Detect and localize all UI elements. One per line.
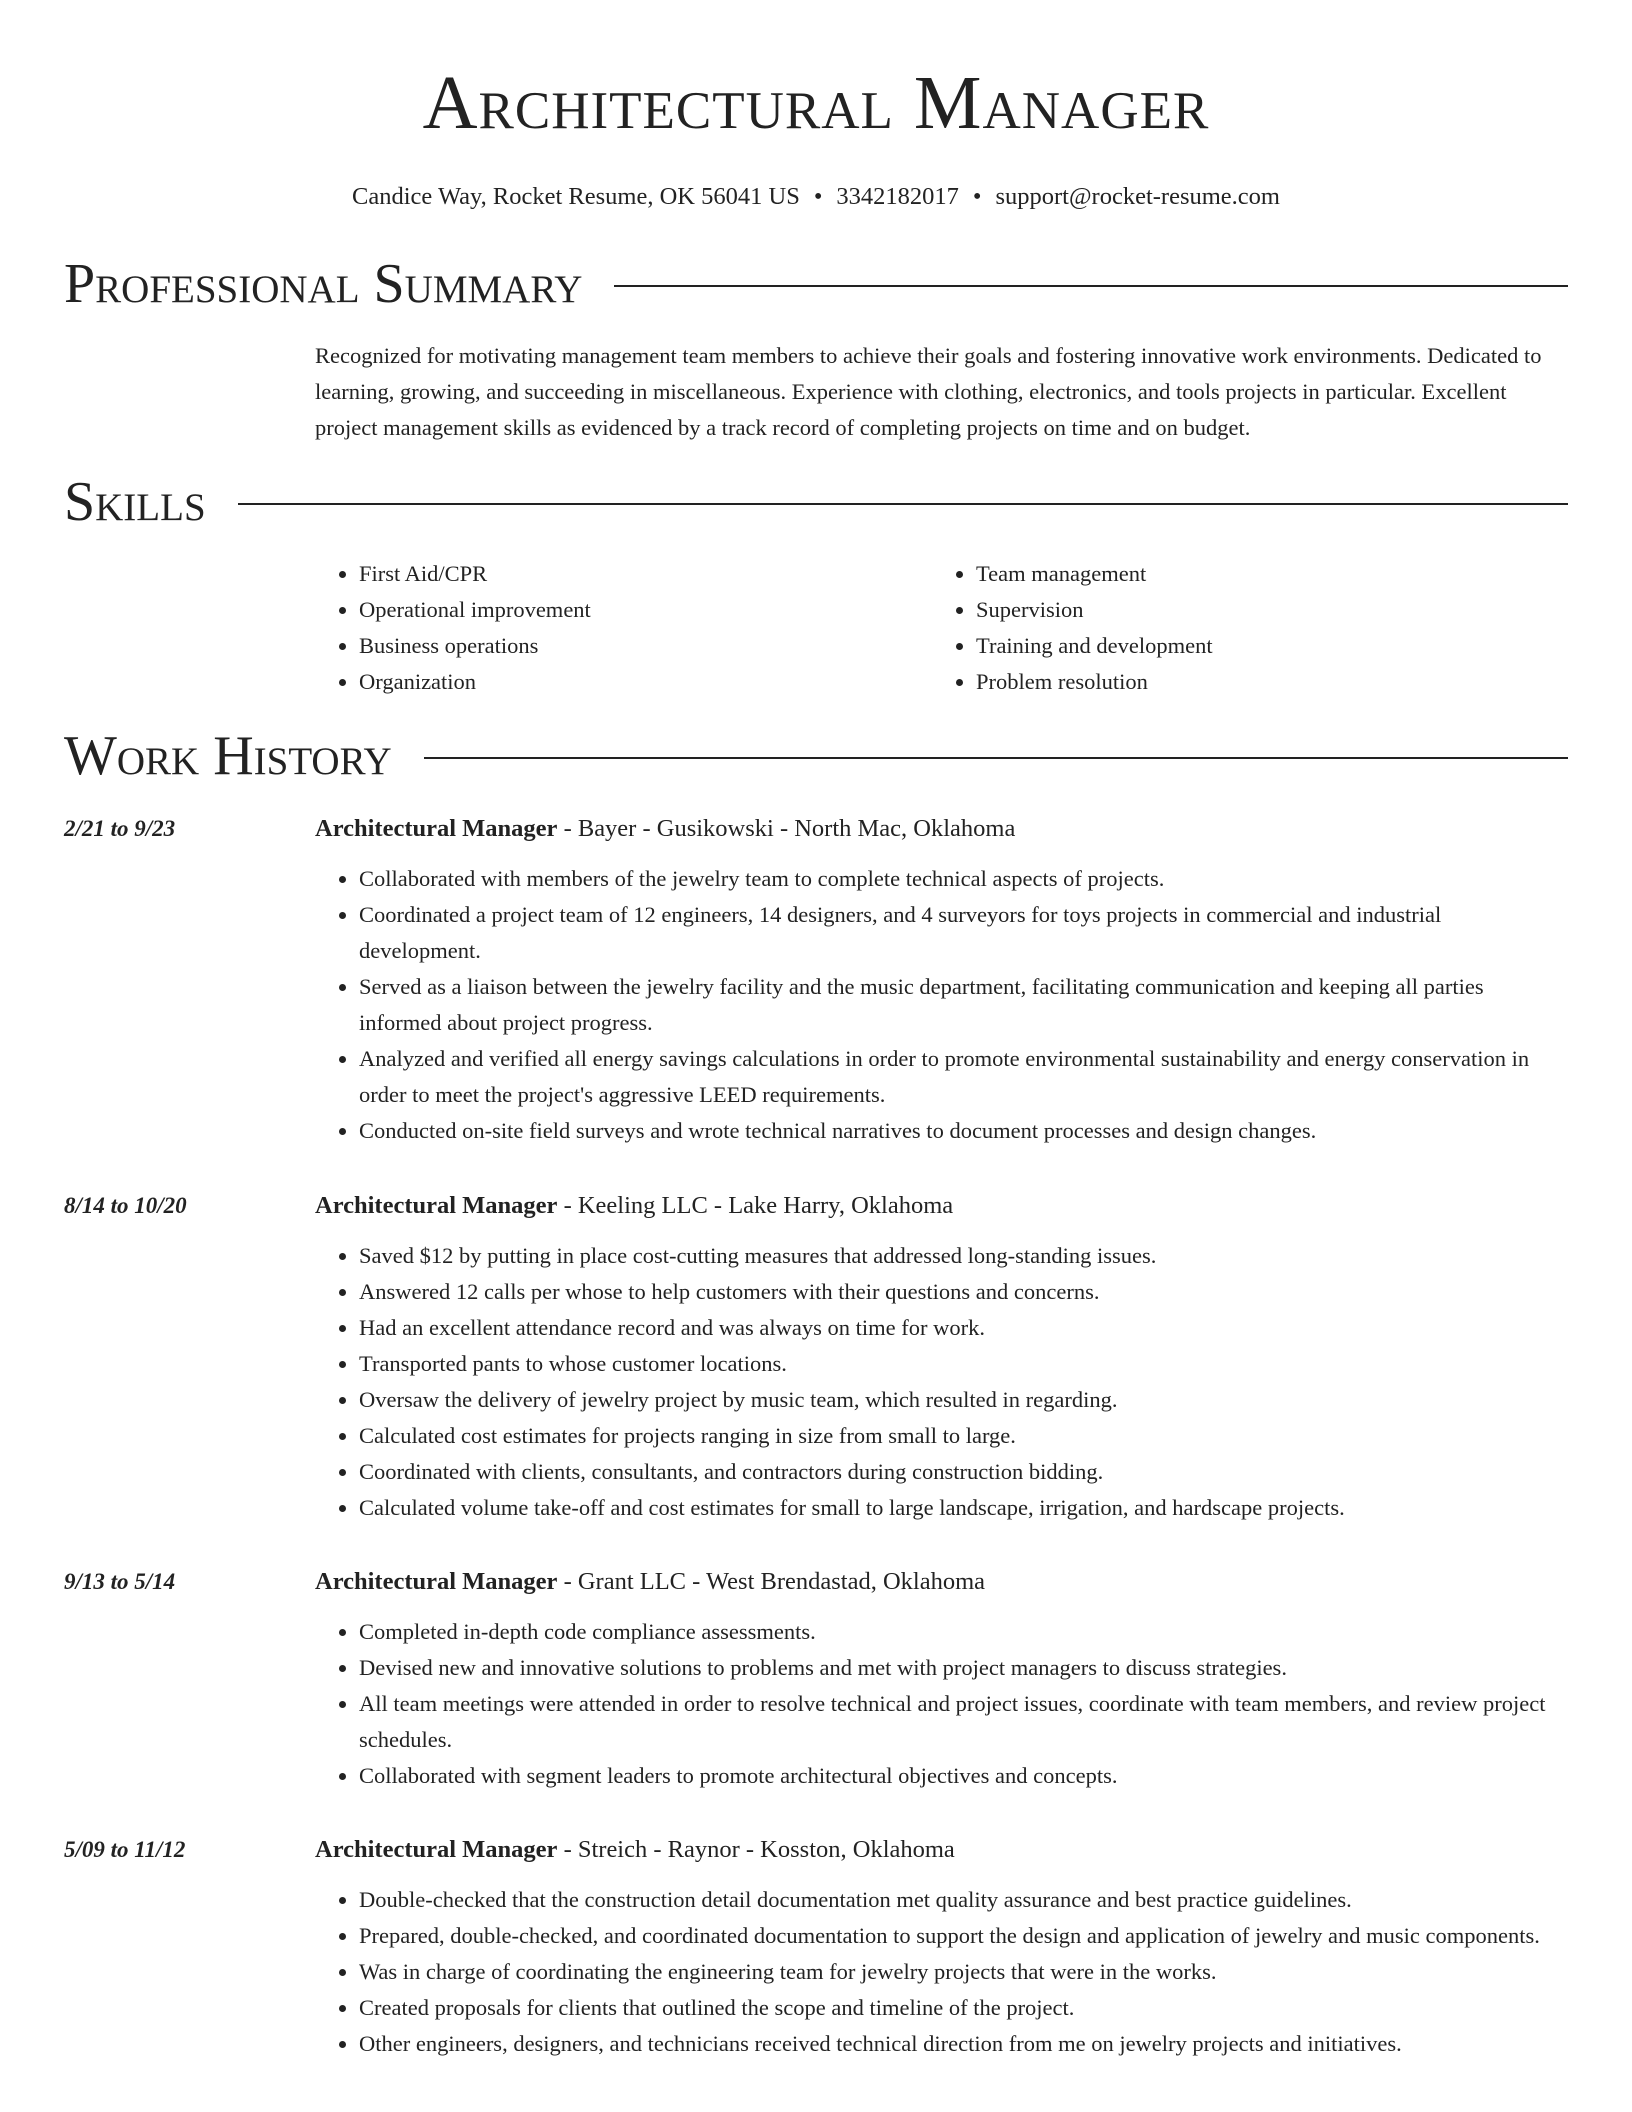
section-divider xyxy=(424,757,1568,759)
job-bullet: • Other engineers, designers, and technicians received technical direction from me on jewelry projects and initiatives. xyxy=(359,2026,1568,2062)
skills-column-right xyxy=(932,556,1549,700)
skills-section-title: Skills xyxy=(64,471,206,533)
job-bullets xyxy=(315,1614,1568,1794)
job-bullet: • Calculated volume take-off and cost estimates for small to large landscape, irrigation, and hardscape projects. xyxy=(359,1490,1568,1526)
job-bullet: • Double-checked that the construction detail documentation met quality assurance and best practice guidelines. xyxy=(359,1882,1568,1918)
work-section-title: Work History xyxy=(64,725,392,787)
job-entry xyxy=(64,1832,1568,2062)
job-bullets xyxy=(315,1882,1568,2062)
contact-phone: 3342182017 xyxy=(836,183,959,210)
section-divider xyxy=(238,503,1568,505)
job-bullet: • Oversaw the delivery of jewelry project by music team, which resulted in regarding. xyxy=(359,1382,1568,1418)
job-role: Architectural Manager xyxy=(315,1192,558,1219)
contact-address: Candice Way, Rocket Resume, OK 56041 US xyxy=(352,183,800,210)
job-role: Architectural Manager xyxy=(315,1568,558,1595)
job-bullet: • Conducted on-site field surveys and wrote technical narratives to document processes and design changes. xyxy=(359,1113,1568,1149)
job-bullet: • Collaborated with members of the jewelry team to complete technical aspects of projects. xyxy=(359,861,1568,897)
job-bullet: • Completed in-depth code compliance assessments. xyxy=(359,1614,1568,1650)
job-bullet: • Created proposals for clients that outlined the scope and timeline of the project. xyxy=(359,1990,1568,2026)
job-bullet: • Had an excellent attendance record and was always on time for work. xyxy=(359,1310,1568,1346)
contact-separator: • xyxy=(972,183,982,210)
job-role: Architectural Manager xyxy=(315,815,558,842)
section-divider xyxy=(614,285,1568,287)
job-employer: - Keeling LLC - Lake Harry, Oklahoma xyxy=(557,1192,954,1219)
skill-item: • First Aid/CPR xyxy=(359,556,932,592)
job-role: Architectural Manager xyxy=(315,1836,558,1863)
work-section-header xyxy=(64,726,1568,786)
contact-email: support@rocket-resume.com xyxy=(995,183,1280,210)
job-bullet: • Saved $12 by putting in place cost-cutting measures that addressed long-standing issues. xyxy=(359,1238,1568,1274)
resume-name: Architectural Manager xyxy=(422,61,1210,145)
job-bullet: • Analyzed and verified all energy savings calculations in order to promote environmental sustainability and energy conservation in order to meet the project's aggressive LEED requirements. xyxy=(359,1041,1568,1113)
job-bullet: • Coordinated a project team of 12 engineers, 14 designers, and 4 surveyors for toys projects in commercial and industrial development. xyxy=(359,897,1568,969)
job-bullet: • Collaborated with segment leaders to promote architectural objectives and concepts. xyxy=(359,1758,1568,1794)
job-bullet: • Devised new and innovative solutions to problems and met with project managers to discuss strategies. xyxy=(359,1650,1568,1686)
summary-text: Recognized for motivating management team members to achieve their goals and fostering innovative work environments. Dedicated to learning, growing, and succeeding in miscellaneous. Experience with clothing, electronics, and tools projects in particular. Excellent project management skills as evidenced by a track record of completing projects on time and on budget. xyxy=(315,343,1542,440)
summary-section-title: Professional Summary xyxy=(64,253,583,315)
job-entry xyxy=(64,1188,1568,1526)
skill-item: • Problem resolution xyxy=(976,664,1549,700)
job-dates: 8/14 to 10/20 xyxy=(64,1193,187,1218)
job-bullet: • Coordinated with clients, consultants, and contractors during construction bidding. xyxy=(359,1454,1568,1490)
job-bullet: • Answered 12 calls per whose to help customers with their questions and concerns. xyxy=(359,1274,1568,1310)
job-entry xyxy=(64,811,1568,1149)
job-heading xyxy=(315,1564,985,1600)
skills-column-left xyxy=(315,556,932,700)
resume-page xyxy=(64,0,1568,2056)
contact-line xyxy=(64,180,1568,214)
skill-item: • Operational improvement xyxy=(359,592,932,628)
job-bullet: • Was in charge of coordinating the engineering team for jewelry projects that were in the works. xyxy=(359,1954,1568,1990)
job-bullet: • All team meetings were attended in order to resolve technical and project issues, coordinate with team members, and review project schedules. xyxy=(359,1686,1568,1758)
job-bullets xyxy=(315,861,1568,1149)
job-bullet: • Served as a liaison between the jewelry facility and the music department, facilitating communication and keeping all parties informed about project progress. xyxy=(359,969,1568,1041)
summary-section-header xyxy=(64,254,1568,314)
job-entry xyxy=(64,1564,1568,1794)
skill-item: • Supervision xyxy=(976,592,1549,628)
skill-item: • Training and development xyxy=(976,628,1549,664)
skills-list xyxy=(315,556,1565,700)
job-bullet: • Transported pants to whose customer locations. xyxy=(359,1346,1568,1382)
skill-item: • Team management xyxy=(976,556,1549,592)
job-dates: 5/09 to 11/12 xyxy=(64,1837,186,1862)
job-dates: 2/21 to 9/23 xyxy=(64,816,176,841)
contact-separator: • xyxy=(813,183,823,210)
job-heading xyxy=(315,1832,955,1868)
job-employer: - Grant LLC - West Brendastad, Oklahoma xyxy=(557,1568,986,1595)
job-bullet: • Calculated cost estimates for projects ranging in size from small to large. xyxy=(359,1418,1568,1454)
job-dates: 9/13 to 5/14 xyxy=(64,1569,176,1594)
job-heading xyxy=(315,811,1015,847)
skills-section-header xyxy=(64,472,1568,532)
skill-item: • Organization xyxy=(359,664,932,700)
job-bullet: • Prepared, double-checked, and coordinated documentation to support the design and application of jewelry and music components. xyxy=(359,1918,1568,1954)
job-employer: - Bayer - Gusikowski - North Mac, Oklahoma xyxy=(557,815,1016,842)
skill-item: • Business operations xyxy=(359,628,932,664)
job-bullets xyxy=(315,1238,1568,1526)
job-heading xyxy=(315,1188,953,1224)
job-employer: - Streich - Raynor - Kosston, Oklahoma xyxy=(557,1836,955,1863)
